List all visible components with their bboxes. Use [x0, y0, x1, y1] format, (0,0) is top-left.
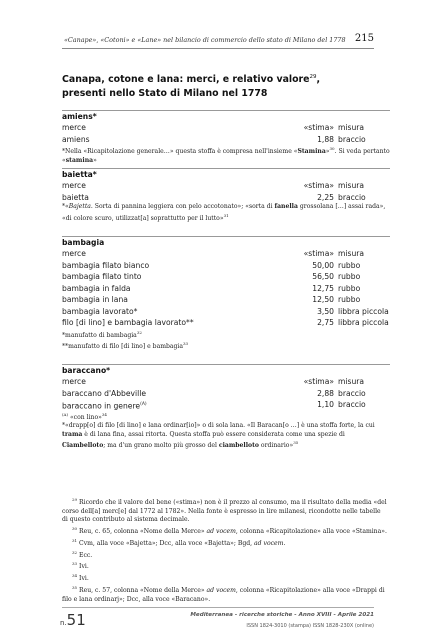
note-text: *«	[62, 203, 69, 210]
footer-rule	[62, 607, 374, 608]
footnote-text: Reu, c. 57, colonna «Nome della Merce»	[77, 586, 207, 594]
title-text: Canapa, cotone e lana: merci, e relativo valore	[62, 74, 310, 86]
issue-number: 51	[66, 611, 86, 629]
footnote	[62, 496, 388, 525]
cell-stima: 2,25	[317, 192, 334, 202]
note-text: »	[325, 148, 330, 156]
cell-merce: filo [di lino] e bambagia lavorato**	[62, 318, 194, 327]
section-note	[62, 145, 390, 165]
footnote-text: Ivi.	[77, 575, 89, 583]
note-bold: Ciambelloto	[62, 442, 104, 450]
cell-merce: bambagia in falda	[62, 283, 131, 293]
header-merce: merce	[62, 181, 86, 190]
section-note	[62, 340, 390, 352]
header-merce: merce	[62, 249, 86, 258]
note-ref: 30	[329, 146, 335, 151]
cell-misura: libbra piccola	[338, 318, 389, 327]
section-rule	[62, 364, 390, 365]
section-rule	[62, 110, 390, 111]
issn-line: ISSN 1824-3010 (stampa) ISSN 1828-230X (online)	[246, 623, 374, 629]
table-row	[62, 388, 390, 400]
table-row	[62, 192, 390, 204]
table-title	[62, 70, 362, 101]
table-row	[62, 134, 390, 146]
cell-stima: 2,88	[317, 388, 334, 398]
cell-misura: rubbo	[338, 295, 361, 304]
cell-merce: bambagia filato bianco	[62, 260, 150, 270]
header-stima: «stima»	[303, 249, 334, 258]
footnote	[62, 572, 388, 584]
note-ref: 31	[223, 212, 229, 218]
cell-ref: (A)	[140, 402, 147, 407]
cell-merce: bambagia filato tinto	[62, 272, 142, 281]
note-ref: 35	[293, 440, 299, 446]
footnote-text: Cvm, alla voce «Bajetta»; Dcc, alla voce «Bajetta»; Bgd,	[77, 539, 255, 547]
note-text: . Si veda pertanto «	[62, 148, 390, 164]
table-row	[62, 306, 390, 318]
title-text-end: , presenti nello Stato di Milano nel 1778	[62, 74, 321, 100]
note-text: **manufatto di filo [di lino] e bambagia	[62, 343, 183, 351]
footnote-text: .	[283, 539, 286, 547]
table-header-row	[62, 376, 390, 388]
cell-misura: braccio	[338, 388, 366, 398]
cell-merce: bambagia lavorato*	[62, 306, 138, 316]
note-text: grossolana […] assai rada», «di colore scuro, utilizzat[a] soprattutto per il lutto»	[62, 203, 386, 222]
cell-stima: 12,50	[312, 295, 334, 304]
footnote-number: 30	[72, 526, 78, 532]
issue-prefix: n.	[60, 619, 67, 627]
section-title: amiens*	[62, 112, 97, 121]
table-row	[62, 294, 390, 306]
note-bold: ciambelloto	[218, 442, 259, 450]
cell-merce: amiens	[62, 134, 90, 144]
cell-stima: 1,88	[317, 134, 334, 144]
cell-merce: bambagia in lana	[62, 295, 128, 304]
note-text: «con lino»	[68, 413, 102, 421]
cell-stima: 50,00	[312, 260, 334, 270]
note-text: è di lana fina, assai ritorta. Questa stoffa può essere considerata come una spezie di	[82, 430, 345, 438]
section-title: baraccano*	[62, 366, 111, 375]
title-footnote-ref: 29	[309, 74, 317, 80]
journal-title: Mediterranea - ricerche storiche - Anno XVIII - Aprile 2021	[190, 612, 374, 618]
section-note	[62, 329, 390, 341]
section-title: baietta*	[62, 170, 97, 179]
footnotes	[62, 496, 388, 604]
cell-misura: braccio	[338, 192, 366, 202]
section-note	[62, 411, 390, 423]
cell-misura: rubbo	[338, 272, 361, 281]
page-number: 215	[354, 33, 374, 44]
footnote-text: Ricordo che il valore del bene («stima») non è il prezzo al consumo, ma il risultato della media «del corso dell[a] merc[e] dal 1772 al 1782». Nella fonte è espresso in lire milanesi, ricondotte nelle tabelle di questo contributo al sistema decimale.	[62, 499, 387, 524]
footnote-text: , colonna «Ricapitolazione» alla voce «Drappi di filo e lana ordinarj»; Dcc, alla voce «Baracano».	[62, 586, 385, 603]
footnote-text: , colonna «Ricapitolazione» alla voce «Stamina».	[235, 528, 387, 536]
header-stima: «stima»	[303, 123, 334, 132]
section-rule	[62, 168, 390, 169]
footnote-text: Ivi.	[77, 563, 89, 571]
table-row	[62, 271, 390, 283]
note-text: *Nella «Ricapitolazione generale…» questa stoffa è compresa nell'insieme «	[62, 148, 298, 156]
table-header-row	[62, 122, 390, 134]
footnote-number: 35	[72, 584, 78, 590]
note-ref: (A)	[62, 411, 69, 417]
section-rule	[62, 236, 390, 237]
header-stima: «stima»	[303, 181, 334, 190]
running-title: «Canape», «Cotoni» e «Lane» nel bilancio di commercio dello stato di Milano del 1778	[64, 36, 346, 44]
note-ref: 33	[183, 341, 189, 347]
cell-stima: 1,10	[317, 400, 334, 409]
footnote-text: Ecc.	[77, 551, 93, 559]
section-title: bambagia	[62, 238, 105, 247]
note-text: »	[93, 156, 97, 164]
footnote-italic: ad vocem	[206, 528, 236, 536]
footnote-number: 34	[72, 573, 78, 579]
cell-misura: braccio	[338, 400, 366, 409]
table-header-row	[62, 180, 390, 192]
header-misura: misura	[338, 123, 365, 132]
note-ref: 32	[136, 329, 142, 335]
cell-stima: 56,50	[312, 272, 334, 281]
cell-merce	[62, 399, 147, 412]
table-row	[62, 317, 390, 329]
footnote-text: Reu, c. 65, colonna «Nome della Merce»	[77, 528, 207, 536]
note-text: ordinario»	[259, 442, 294, 450]
section-amiens	[62, 110, 390, 165]
section-note	[62, 203, 390, 223]
footnote-italic: ad vocem	[254, 539, 284, 547]
issue-number-label	[60, 610, 86, 629]
footnote	[62, 525, 388, 537]
footnote-number: 31	[72, 537, 78, 543]
header-merce: merce	[62, 123, 86, 132]
section-note	[62, 422, 390, 451]
cell-misura: libbra piccola	[338, 306, 389, 316]
footnote-number: 33	[72, 561, 78, 567]
note-text: *«drapp[o] di filo [di lino] e lana ordinar[io]» o di sola lana. «Il Baracan[o …] è una stoffa forte, la cui	[62, 422, 375, 430]
cell-merce: baraccano d'Abbeville	[62, 388, 147, 398]
note-bold: trama	[62, 430, 83, 438]
footnote-italic: ad vocem	[206, 586, 236, 594]
note-text: ; ma d'un grano molto più grosso del	[103, 442, 219, 450]
cell-misura: rubbo	[338, 283, 361, 293]
section-bambagia	[62, 236, 390, 352]
table-row	[62, 260, 390, 272]
cell-misura: rubbo	[338, 260, 361, 270]
cell-stima: 3,50	[317, 306, 334, 316]
cell-merce: baietta	[62, 192, 89, 202]
header-misura: misura	[338, 249, 365, 258]
cell-merce-text: baraccano in genere	[62, 401, 141, 411]
note-bold: stamina	[65, 156, 94, 164]
section-baraccano	[62, 364, 390, 451]
cell-misura: braccio	[338, 134, 366, 144]
footnote	[62, 560, 388, 572]
note-bold: Stamina	[297, 148, 326, 156]
footnote-number: 32	[72, 549, 78, 555]
table-row	[62, 283, 390, 295]
table-row	[62, 399, 390, 411]
header-rule	[62, 48, 374, 49]
note-bold: fanella	[274, 203, 298, 210]
header-stima: «stima»	[303, 377, 334, 386]
table-header-row	[62, 248, 390, 260]
section-baietta	[62, 168, 390, 223]
header-misura: misura	[338, 181, 365, 190]
header-misura: misura	[338, 377, 365, 386]
note-italic: Bajetta	[68, 203, 91, 210]
note-text: *manufatto di bambagia	[62, 331, 137, 339]
header-merce: merce	[62, 377, 86, 386]
note-ref: 34	[101, 411, 107, 417]
footnote	[62, 584, 388, 604]
cell-stima: 12,75	[312, 283, 334, 293]
footnote	[62, 537, 388, 549]
note-text: . Sorta di pannina leggiera con pelo accotonato»; «sorta di	[90, 203, 275, 210]
cell-stima: 2,75	[317, 318, 334, 327]
footnote-number: 29	[72, 497, 78, 502]
footnote	[62, 549, 388, 561]
